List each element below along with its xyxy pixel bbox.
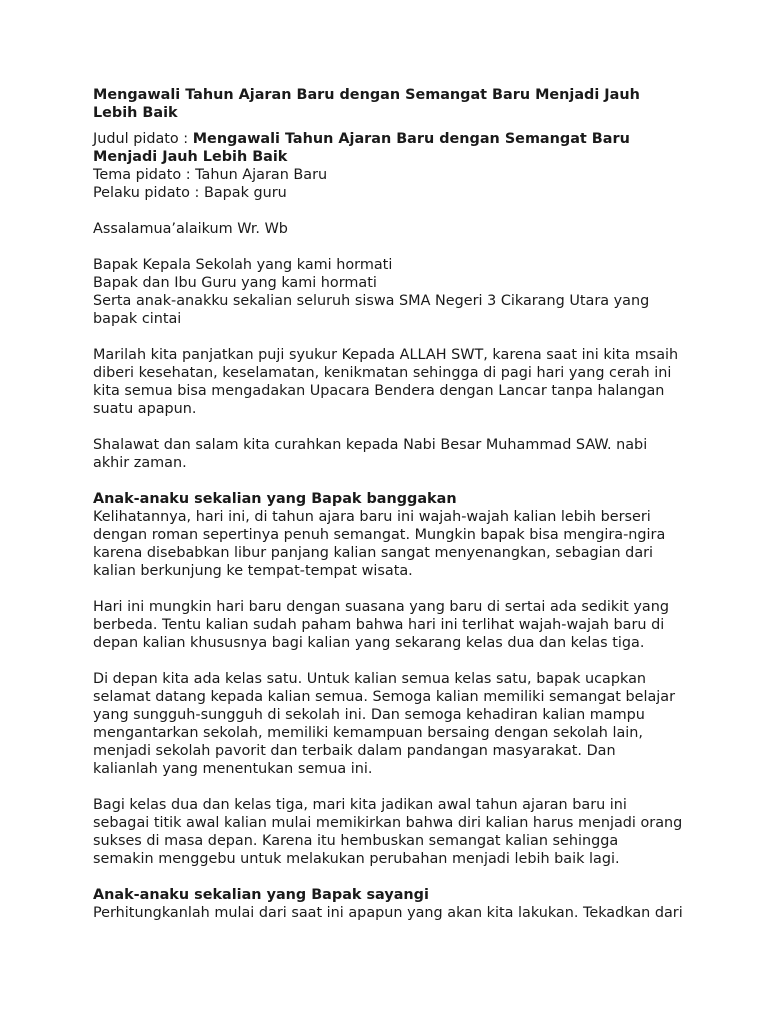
paragraph-perhitungkanlah: Perhitungkanlah mulai dari saat ini apapun yang akan kita lakukan. Tekadkan dari (93, 905, 683, 921)
paragraph-kelihatannya: Kelihatannya, hari ini, di tahun ajara baru ini wajah-wajah kalian lebih berseri dengan roman sepertinya penuh semangat. Mungkin bapak bisa mengira-ngira karena disebabkan libur panjang kalian sangat menyenangkan, sebagian dari kalian berkunjung ke tempat-tempat wisata. (93, 509, 666, 579)
greeting: Assalamua’alaikum Wr. Wb (93, 221, 288, 237)
salutation-2: Bapak dan Ibu Guru yang kami hormati (93, 275, 377, 291)
salutation-3: Serta anak-anakku sekalian seluruh siswa SMA Negeri 3 Cikarang Utara yang bapak cintai (93, 293, 650, 327)
tema-line: Tema pidato : Tahun Ajaran Baru (93, 167, 328, 183)
salutation-1: Bapak Kepala Sekolah yang kami hormati (93, 257, 393, 273)
section-heading-sayangi: Anak-anaku sekalian yang Bapak sayangi (93, 887, 429, 903)
paragraph-kelas-dua-tiga: Bagi kelas dua dan kelas tiga, mari kita jadikan awal tahun ajaran baru ini sebagai titik awal kalian mulai memikirkan bahwa diri kalian harus menjadi orang sukses di masa depan. Karena itu hembuskan semangat kalian sehingga semakin menggebu untuk melakukan perubahan menjadi lebih baik lagi. (93, 797, 683, 867)
section-heading-banggakan: Anak-anaku sekalian yang Bapak banggakan (93, 491, 457, 507)
document-title: Mengawali Tahun Ajaran Baru dengan Semangat Baru Menjadi Jauh Lebih Baik (93, 87, 640, 121)
judul-label: Judul pidato : (93, 131, 193, 147)
pelaku-line: Pelaku pidato : Bapak guru (93, 185, 287, 201)
paragraph-kelas-satu: Di depan kita ada kelas satu. Untuk kalian semua kelas satu, bapak ucapkan selamat datang kepada kalian semua. Semoga kalian memiliki semangat belajar yang sungguh-sungguh di sekolah ini. Dan semoga kehadiran kalian mampu mengantarkan sekolah, memiliki kemampuan bersaing dengan sekolah lain, menjadi sekolah pavorit dan terbaik dalam pandangan masyarakat. Dan kalianlah yang menentukan semua ini. (93, 671, 676, 777)
document-page (93, 86, 683, 922)
paragraph-hari-ini: Hari ini mungkin hari baru dengan suasana yang baru di sertai ada sedikit yang berbeda. Tentu kalian sudah paham bahwa hari ini terlihat wajah-wajah baru di depan kalian khususnya bagi kalian yang sekarang kelas dua dan kelas tiga. (93, 599, 669, 651)
judul-line (93, 130, 683, 166)
judul-value: Mengawali Tahun Ajaran Baru dengan Semangat Baru Menjadi Jauh Lebih Baik (93, 131, 630, 165)
paragraph-syukur: Marilah kita panjatkan puji syukur Kepada ALLAH SWT, karena saat ini kita msaih diberi kesehatan, keselamatan, kenikmatan sehingga di pagi hari yang cerah ini kita semua bisa mengadakan Upacara Bendera dengan Lancar tanpa halangan suatu apapun. (93, 347, 679, 417)
paragraph-shalawat: Shalawat dan salam kita curahkan kepada Nabi Besar Muhammad SAW. nabi akhir zaman. (93, 437, 648, 471)
